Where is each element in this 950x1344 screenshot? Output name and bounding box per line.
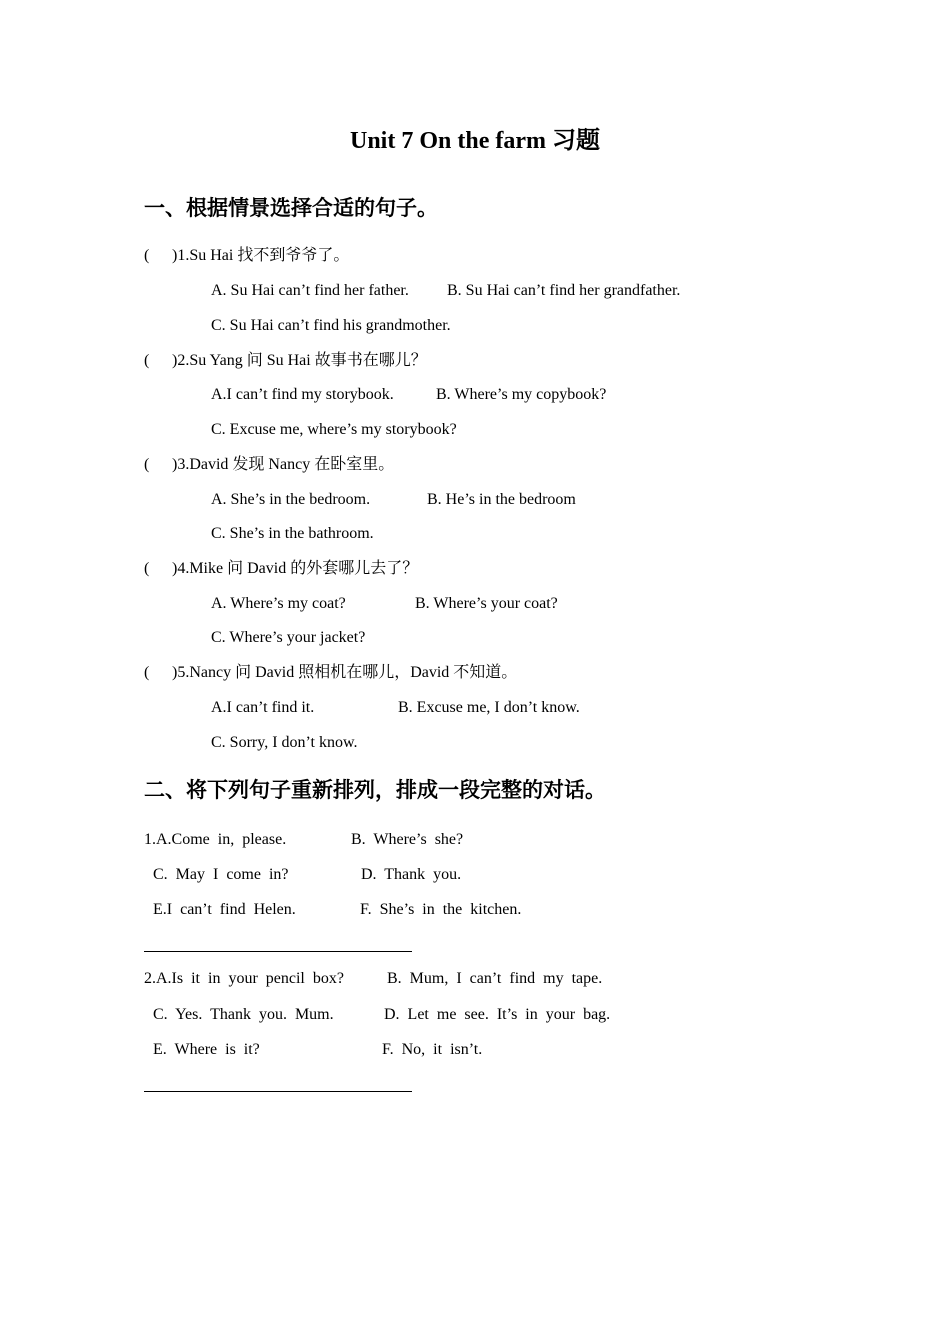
question-2-option-c: C. Excuse me, where’s my storybook? (211, 421, 457, 438)
question-5-option-a: A.I can’t find it. (211, 699, 315, 716)
question-5-option-c: C. Sorry, I don’t know. (211, 734, 358, 751)
section-1-heading: 一、根据情景选择合适的句子。 (144, 196, 438, 220)
question-text: )4.Mike 问 David 的外套哪儿去了？ (172, 560, 419, 577)
group-2-row-2-left: C. Yes. Thank you. Mum. (153, 1006, 334, 1023)
page-title: Unit 7 On the farm 习题 (350, 128, 600, 154)
answer-paren: ( (144, 352, 150, 369)
question-4-option-a: A. Where’s my coat? (211, 595, 346, 612)
question-3-option-a: A. She’s in the bedroom. (211, 491, 371, 508)
answer-paren: ( (144, 456, 150, 473)
question-5-prompt (144, 662, 517, 684)
question-4-prompt (144, 558, 418, 580)
question-2-option-b: B. Where’s my copybook? (436, 386, 607, 403)
question-4-option-c: C. Where’s your jacket? (211, 629, 366, 646)
question-1-option-b: B. Su Hai can’t find her grandfather. (447, 282, 681, 299)
group-2-row-2-right: D. Let me see. It’s in your bag. (384, 1006, 611, 1023)
question-2-option-a: A.I can’t find my storybook. (211, 386, 394, 403)
question-2-prompt (144, 350, 427, 372)
section-2-heading: 二、将下列句子重新排列，排成一段完整的对话。 (144, 778, 606, 802)
question-5-option-b: B. Excuse me, I don’t know. (398, 699, 580, 716)
group-2-row-3-right: F. No, it isn’t. (382, 1041, 483, 1058)
question-3-prompt (144, 454, 394, 476)
group-2-row-1-left: 2.A.Is it in your pencil box? (144, 970, 344, 987)
answer-paren: ( (144, 664, 150, 681)
group-2-row-1-right: B. Mum, I can’t find my tape. (387, 970, 603, 987)
question-text: )5.Nancy 问 David 照相机在哪儿，David 不知道。 (172, 664, 518, 681)
question-3-option-c: C. She’s in the bathroom. (211, 525, 374, 542)
question-1-option-a: A. Su Hai can’t find her father. (211, 282, 409, 299)
group-1-row-3-right: F. She’s in the kitchen. (360, 901, 522, 918)
question-text: )1.Su Hai 找不到爷爷了。 (172, 247, 350, 264)
question-1-option-c: C. Su Hai can’t find his grandmother. (211, 317, 451, 334)
question-text: )3.David 发现 Nancy 在卧室里。 (172, 456, 395, 473)
group-1-row-2-right: D. Thank you. (361, 866, 462, 883)
group-1-row-2-left: C. May I come in? (153, 866, 289, 883)
answer-paren: ( (144, 247, 150, 264)
question-3-option-b: B. He’s in the bedroom (427, 491, 576, 508)
question-text: )2.Su Yang 问 Su Hai 故事书在哪儿？ (172, 352, 427, 369)
group-2-row-3-left: E. Where is it? (153, 1041, 260, 1058)
answer-line-2 (144, 1091, 412, 1092)
answer-line-1 (144, 951, 412, 952)
group-1-row-3-left: E.I can’t find Helen. (153, 901, 296, 918)
answer-paren: ( (144, 560, 150, 577)
question-1-prompt (144, 245, 349, 267)
group-1-row-1-right: B. Where’s she? (351, 831, 464, 848)
question-4-option-b: B. Where’s your coat? (415, 595, 558, 612)
group-1-row-1-left: 1.A.Come in, please. (144, 831, 287, 848)
